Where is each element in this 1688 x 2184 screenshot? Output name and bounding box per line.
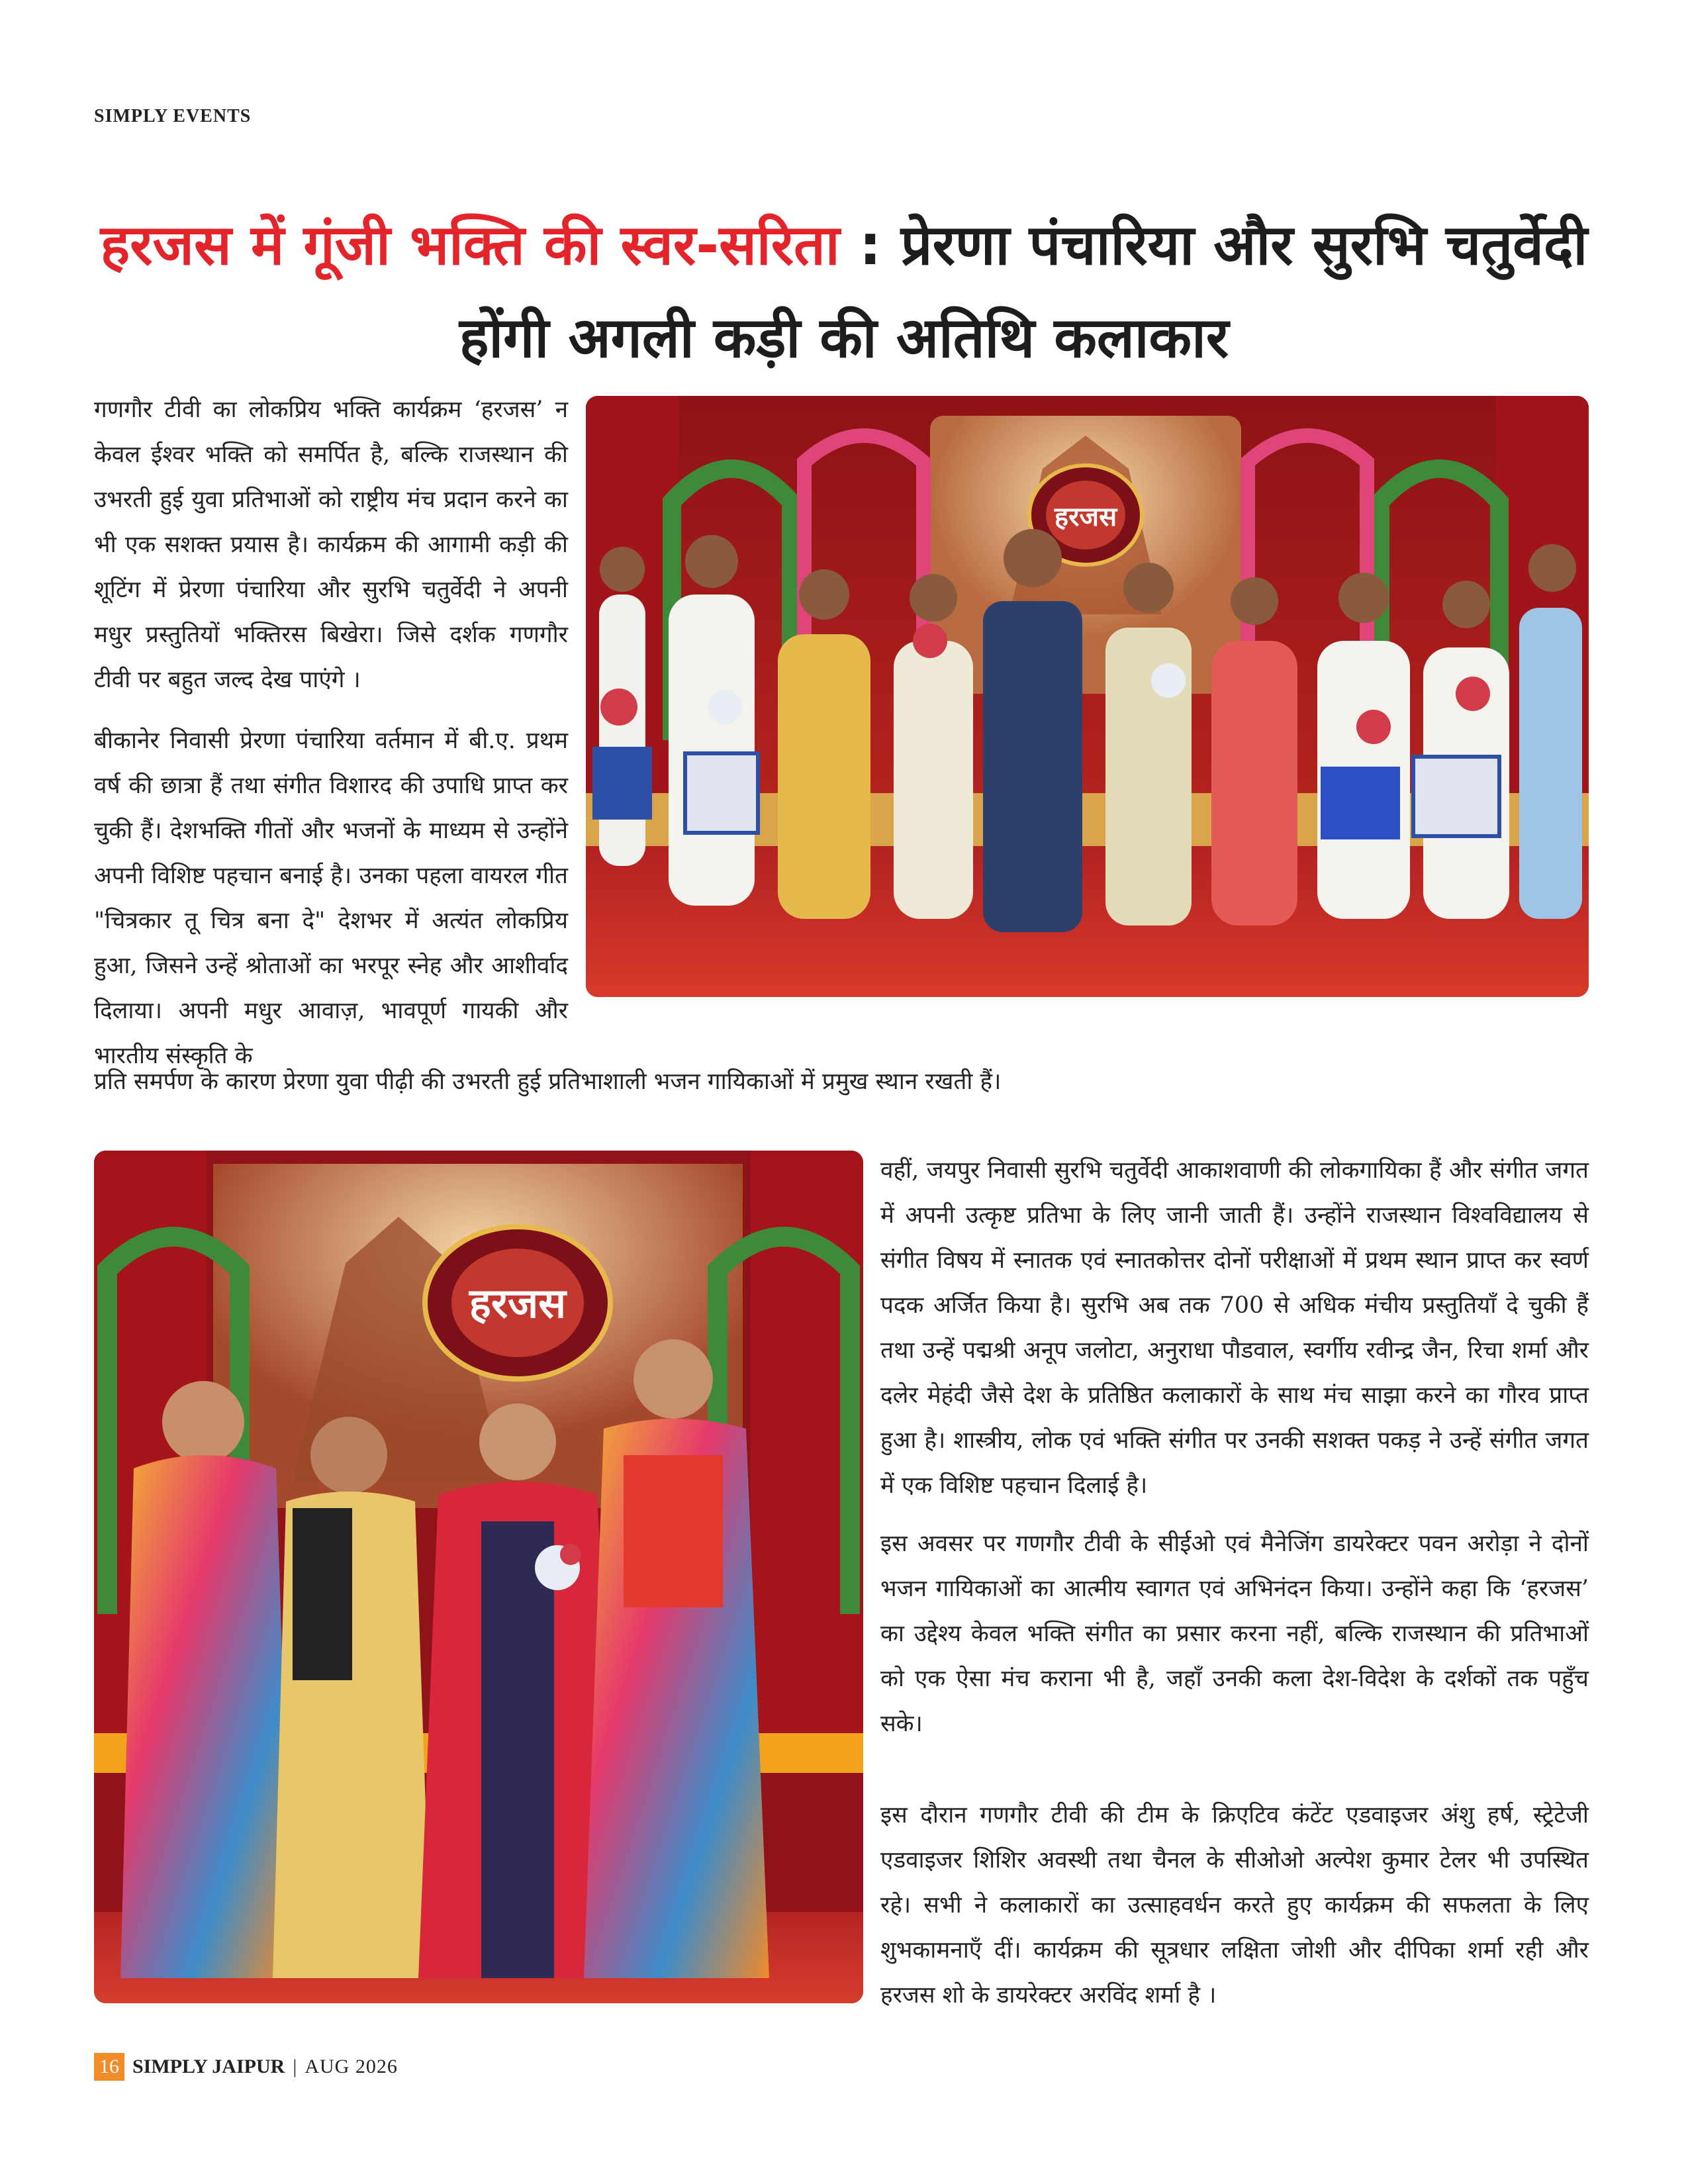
paragraph-prerna: बीकानेर निवासी प्रेरणा पंचारिया वर्तमान में बी.ए. प्रथम वर्ष की छात्रा हैं तथा संगीत विशारद की उपाधि प्राप्त कर चुकी हैं। देशभक्ति गीतों और भजनों के माध्यम से उन्होंने अपनी विशिष्ट पहचान बनाई है। उनका पहला वायरल गीत "चित्रकार तू चित्र बना दे" देशभर में अत्यंत लोकप्रिय हुआ, जिसने उन्हें श्रोताओं का भरपूर स्नेह और आशीर्वाद दिलाया। अपनी मधुर आवाज़, भावपूर्ण गायकी और भारतीय संस्कृति के — [94, 728, 568, 1069]
paragraph-surbhi: वहीं, जयपुर निवासी सुरभि चतुर्वेदी आकाशवाणी की लोकगायिका हैं और संगीत जगत में अपनी उत्कृष्ट प्रतिभा के लिए जानी जाती हैं। उन्होंने राजस्थान विश्वविद्यालय से संगीत विषय में स्नातक एवं स्नातकोत्तर दोनों परीक्षाओं में प्रथम स्थान प्राप्त कर स्वर्ण पदक अर्जित किया है। सुरभि अब तक 700 से अधिक मंचीय प्रस्तुतियाँ दे चुकी हैं तथा उन्हें पद्मश्री अनूप जलोटा, अनुराधा पौडवाल, स्वर्गीय रवीन्द्र जैन, रिचा शर्मा और दलेर मेहंदी जैसे देश के प्रतिष्ठित कलाकारों के साथ मंच साझा करने का गौरव प्राप्त हुआ है। शास्त्रीय, लोक एवं भक्ति संगीत पर उनकी सशक्त पकड़ ने उन्हें संगीत जगत में एक विशिष्ट पहचान दिलाई है। — [880, 1157, 1589, 1499]
paragraph-intro: गणगौर टीवी का लोकप्रिय भक्ति कार्यक्रम ‘हरजस’ न केवल ईश्वर भक्ति को समर्पित है, बल्कि राजस्थान की उभरती हुई युवा प्रतिभाओं को राष्ट्रीय मंच प्रदान करने का भी एक सशक्त प्रयास है। कार्यक्रम की आगामी कड़ी की शूटिंग में प्रेरणा पंचारिया और सुरभि चतुर्वेदी ने अपनी मधुर प्रस्तुतियों भक्तिरस बिखेरा। जिसे दर्शक गणगौर टीवी पर बहुत जल्द देख पाएंगे । — [94, 397, 568, 693]
section-label: SIMPLY EVENTS — [94, 106, 252, 126]
singers-photo — [94, 1151, 863, 2003]
magazine-name: SIMPLY JAIPUR — [132, 2056, 285, 2077]
headline-black-part: प्रेरणा पंचारिया और सुरभि चतुर्वेदी होंगी अगली कड़ी की अतिथि कलाकार — [459, 213, 1588, 370]
paragraph-team: इस दौरान गणगौर टीवी की टीम के क्रिएटिव कंटेंट एडवाइजर अंशु हर्ष, स्ट्रेटेजी एडवाइजर शिशिर अवस्थी तथा चैनल के सीओओ अल्पेश कुमार टेलर भी उपस्थित रहे। सभी ने कलाकारों का उत्साहवर्धन करते हुए कार्यक्रम की सफलता के लिए शुभकामनाएँ दीं। कार्यक्रम की सूत्रधार लक्षिता जोशी और दीपिका शर्मा रही और हरजस शो के डायरेक्टर अरविंद शर्मा है । — [880, 1802, 1589, 2009]
paragraph-ceo: इस अवसर पर गणगौर टीवी के सीईओ एवं मैनेजिंग डायरेक्टर पवन अरोड़ा ने दोनों भजन गायिकाओं का आत्मीय स्वागत एवं अभिनंदन किया। उन्होंने कहा कि ‘हरजस’ का उद्देश्य केवल भक्ति संगीत का प्रसार करना नहीं, बल्कि राजस्थान की प्रतिभाओं को एक ऐसा मंच कराना भी है, जहाँ उनकी कला देश-विदेश के दर्शकों तक पहुँच सके। — [880, 1531, 1589, 1737]
issue-date: AUG 2026 — [305, 2056, 398, 2077]
stage-logo-text: हरजस — [1054, 502, 1117, 532]
group-photo — [586, 396, 1589, 997]
page-number: 16 — [94, 2053, 124, 2081]
group-photo-image — [586, 396, 1589, 997]
footer-separator: | — [293, 2056, 297, 2077]
headline-separator: : — [839, 213, 901, 277]
singers-photo-image — [94, 1151, 863, 2003]
footer — [94, 2050, 398, 2084]
headline-red-part: हरजस में गूंजी भक्ति की स्वर-सरिता — [100, 213, 840, 277]
paragraph-prerna-continued: प्रति समर्पण के कारण प्रेरणा युवा पीढ़ी की उभरती हुई प्रतिभाशाली भजन गायिकाओं में प्रमुख स्थान रखती हैं। — [94, 1068, 1002, 1095]
stage-logo-text-2: हरजस — [469, 1279, 567, 1327]
headline — [66, 199, 1622, 384]
